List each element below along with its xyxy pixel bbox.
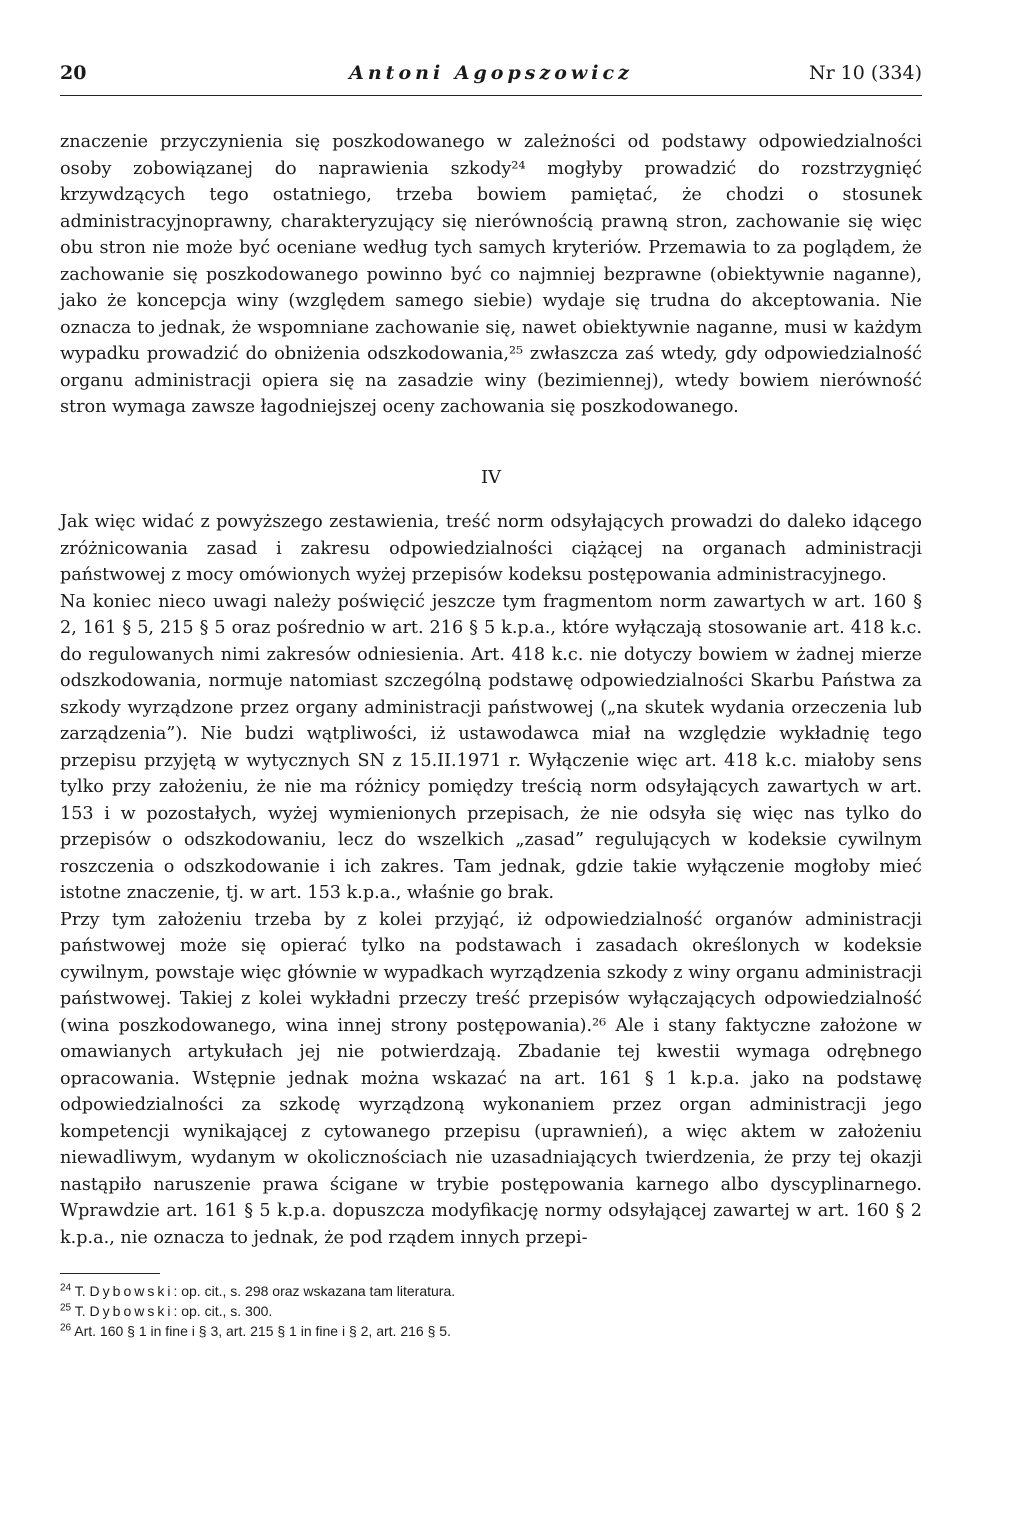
footnote-24 <box>60 1281 922 1301</box>
page <box>60 62 922 92</box>
paragraph-2: Jak więc widać z powyższego zestawienia, treść norm odsyłających prowadzi do daleko idącego zróżnicowania zasad i zakresu odpowiedzialności ciążącej na organach administracji państwowej z mocy omówionych wyżej przepisów kodeksu postępowania administracyjnego. <box>60 512 922 585</box>
footnotes <box>60 1281 922 1341</box>
running-author: Antoni Agopszowicz <box>349 62 633 84</box>
footnote-text: Art. 160 § 1 in fine i § 3, art. 215 § 1 in fine i § 2, art. 216 § 5. <box>74 1323 451 1339</box>
page-number: 20 <box>60 62 87 84</box>
footnote-25 <box>60 1301 922 1321</box>
issue-number: Nr 10 (334) <box>808 62 922 84</box>
paragraph-4: Przy tym założeniu trzeba by z kolei przyjąć, iż odpowiedzialność organów administracji państwowej może się opierać tylko na podstawach i zasadach określonych w kodeksie cywilnym, powstaje więc głównie w wypadkach wyrządzenia szkody z winy organu administracji państwowej. Takiej z kolei wykładni przeczy treść przepisów wyłączających odpowiedzialność (wina poszkodowanego, wina innej strony postępowania).²⁶ Ale i stany faktyczne założone w omawianych artykułach jej nie potwierdzają. Zbadanie tej kwestii wymaga odrębnego opracowania. Wstępnie jednak można wskazać na art. 161 § 1 k.p.a. jako na podstawę odpowiedzialności za szkodę wyrządzoną wykonaniem przez organ administracji jego kompetencji wynikającej z cytowanego przepisu (uprawnień), a więc aktem w założeniu niewadliwym, wydanym w okolicznościach nie uzasadniających twierdzenia, że przy tej okazji nastąpiło naruszenie prawa ścigane w trybie postępowania karnego albo dyscyplinarnego. Wprawdzie art. 161 § 5 k.p.a. dopuszcza modyfikację normy odsyłającej zawartej w art. 160 § 2 k.p.a., nie oznacza to jednak, że pod rządem innych przepi- <box>60 909 922 1248</box>
body-text <box>60 129 922 1251</box>
running-header <box>60 62 922 92</box>
footnote-number: 25 <box>60 1302 72 1314</box>
paragraph-1: znaczenie przyczynienia się poszkodowanego w zależności od podstawy odpowiedzialności osoby zobowiązanej do naprawienia szkody²⁴ mogłyby prowadzić do rozstrzygnięć krzywdzących tego ostatniego, trzeba bowiem pamiętać, że chodzi o stosunek administracyjnoprawny, charakteryzujący się nierównością prawną stron, zachowanie się więc obu stron nie może być oceniane według tych samych kryteriów. Przemawia to za poglądem, że zachowanie się poszkodowanego powinno być co najmniej bezprawne (obiektywnie naganne), jako że koncepcja winy (względem samego siebie) wydaje się trudna do akceptowania. Nie oznacza to jednak, że wspomniane zachowanie się, nawet obiektywnie naganne, musi w każdym wypadku prowadzić do obniżenia odszkodowania,²⁵ zwłaszcza zaś wtedy, gdy odpowiedzialność organu administracji opiera się na zasadzie winy (bezimiennej), wtedy bowiem nierówność stron wymaga zawsze łagodniejszej oceny zachowania się poszkodowanego. <box>60 132 922 417</box>
header-rule <box>60 95 922 96</box>
footnote-number: 26 <box>60 1322 72 1334</box>
footnote-author: Dybowski <box>89 1283 174 1299</box>
footnote-text: : op. cit., s. 300. <box>173 1303 273 1319</box>
footnote-number: 24 <box>60 1282 72 1294</box>
footnote-author: Dybowski <box>89 1303 174 1319</box>
footnote-text: T. <box>74 1283 90 1299</box>
footnote-text: T. <box>74 1303 90 1319</box>
footnote-26 <box>60 1321 922 1341</box>
section-heading: IV <box>480 466 502 488</box>
footnote-text: : op. cit., s. 298 oraz wskazana tam literatura. <box>173 1283 456 1299</box>
paragraph-3: Na koniec nieco uwagi należy poświęcić jeszcze tym fragmentom norm zawartych w art. 160 § 2, 161 § 5, 215 § 5 oraz pośrednio w art. 216 § 5 k.p.a., które wyłączają stosowanie art. 418 k.c. do regulowanych nimi zakresów odniesienia. Art. 418 k.c. nie dotyczy bowiem w żadnej mierze odszkodowania, normuje natomiast szczególną podstawę odpowiedzialności Skarbu Państwa za szkody wyrządzone przez organy administracji państwowej („na skutek wydania orzeczenia lub zarządzenia”). Nie budzi wątpliwości, iż ustawodawca miał na względzie wykładnię tego przepisu przyjętą w wytycznych SN z 15.II.1971 r. Wyłączenie więc art. 418 k.c. miałoby sens tylko przy założeniu, że nie ma różnicy pomiędzy treścią norm odsyłających zawartych w art. 153 i w pozostałych, wyżej wymienionych przepisach, że nie odsyła się więc nas tylko do przepisów o odszkodowaniu, lecz do wszelkich „zasad” regulujących w kodeksie cywilnym roszczenia o odszkodowanie i ich zakres. Tam jednak, gdzie takie wyłączenie mogłoby mieć istotne znaczenie, tj. w art. 153 k.p.a., właśnie go brak. <box>60 591 922 903</box>
footnote-rule <box>60 1273 160 1274</box>
